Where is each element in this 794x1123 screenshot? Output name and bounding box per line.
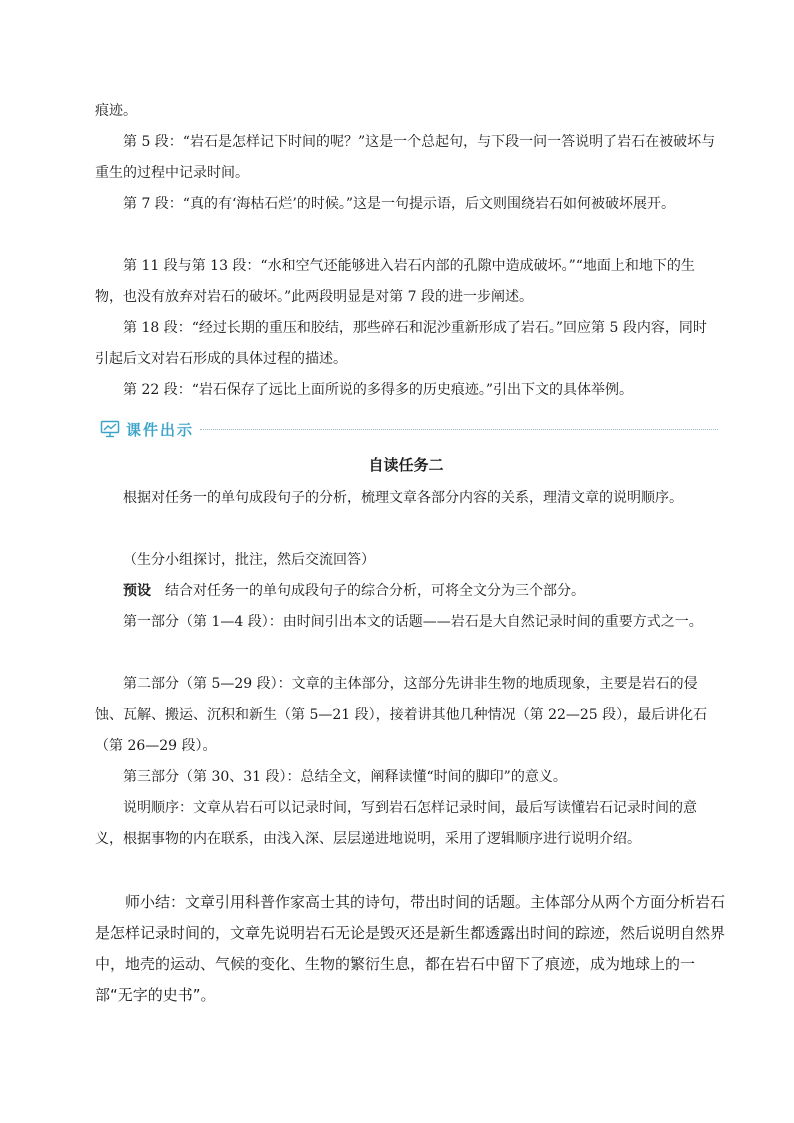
dotted-divider bbox=[200, 429, 718, 430]
preset-text: 结合对任务一的单句成段句子的综合分析，可将全文分为三个部分。 bbox=[165, 583, 585, 599]
paragraph-continuation: 痕迹。 bbox=[95, 103, 137, 119]
paragraph-para22: 第 22 段：“岩石保存了远比上面所说的多得多的历史痕迹。”引出下文的具体举例。 bbox=[123, 382, 634, 398]
paragraph-para7: 第 7 段：“真的有‘海枯石烂’的时候。”这是一句提示语，后文则围绕岩石如何被破坏展开。 bbox=[123, 196, 676, 212]
part-one: 第一部分（第 1—4 段）：由时间引出本文的话题——岩石是大自然记录时间的重要方式之一。 bbox=[123, 614, 703, 630]
task-intro: 根据对任务一的单句成段句子的分析，梳理文章各部分内容的关系，理清文章的说明顺序。 bbox=[123, 490, 683, 506]
section-header bbox=[100, 416, 718, 442]
preset-paragraph bbox=[95, 576, 717, 607]
presentation-icon bbox=[100, 420, 120, 438]
section-label: 课件出示 bbox=[126, 420, 195, 439]
paragraph-para18: 第 18 段：“经过长期的重压和胶结，那些碎石和泥沙重新形成了岩石。”回应第 5 段内容，同时引起后文对岩石形成的具体过程的描述。 bbox=[95, 320, 707, 367]
paragraph-para5: 第 5 段：“岩石是怎样记下时间的呢？”这是一个总起句，与下段一问一答说明了岩石在被破坏与重生的过程中记录时间。 bbox=[95, 134, 716, 181]
paragraph-para11-13: 第 11 段与第 13 段：“水和空气还能够进入岩石内部的孔隙中造成破坏。”“地面上和地下的生物，也没有放弃对岩石的破坏。”此两段明显是对第 7 段的进一步阐述。 bbox=[95, 258, 695, 305]
task-note: （生分小组探讨，批注，然后交流回答） bbox=[123, 552, 375, 568]
explanation-order: 说明顺序：文章从岩石可以记录时间，写到岩石怎样记录时间，最后写读懂岩石记录时间的意义，根据事物的内在联系，由浅入深、层层递进地说明，采用了逻辑顺序进行说明介绍。 bbox=[95, 800, 697, 847]
task-title: 自读任务二 bbox=[368, 456, 444, 474]
teacher-summary: 师小结：文章引用科普作家高士其的诗句，带出时间的话题。主体部分从两个方面分析岩石是怎样记录时间的，文章先说明岩石无论是毁灭还是新生都透露出时间的踪迹，然后说明自然界中，地壳的运动、气候的变化、生物的繁衍生息，都在岩石中留下了痕迹，成为地球上的一部“无字的史书”。 bbox=[95, 893, 726, 1004]
preset-label: 预设 bbox=[123, 583, 151, 599]
part-three: 第三部分（第 30、31 段）：总结全文，阐释读懂“时间的脚印”的意义。 bbox=[123, 769, 567, 785]
part-two: 第二部分（第 5—29 段）：文章的主体部分，这部分先讲非生物的地质现象，主要是岩石的侵蚀、瓦解、搬运、沉积和新生（第 5—21 段），接着讲其他几种情况（第 22—25 段），最后讲化石（第 26—29 段）。 bbox=[95, 676, 708, 754]
